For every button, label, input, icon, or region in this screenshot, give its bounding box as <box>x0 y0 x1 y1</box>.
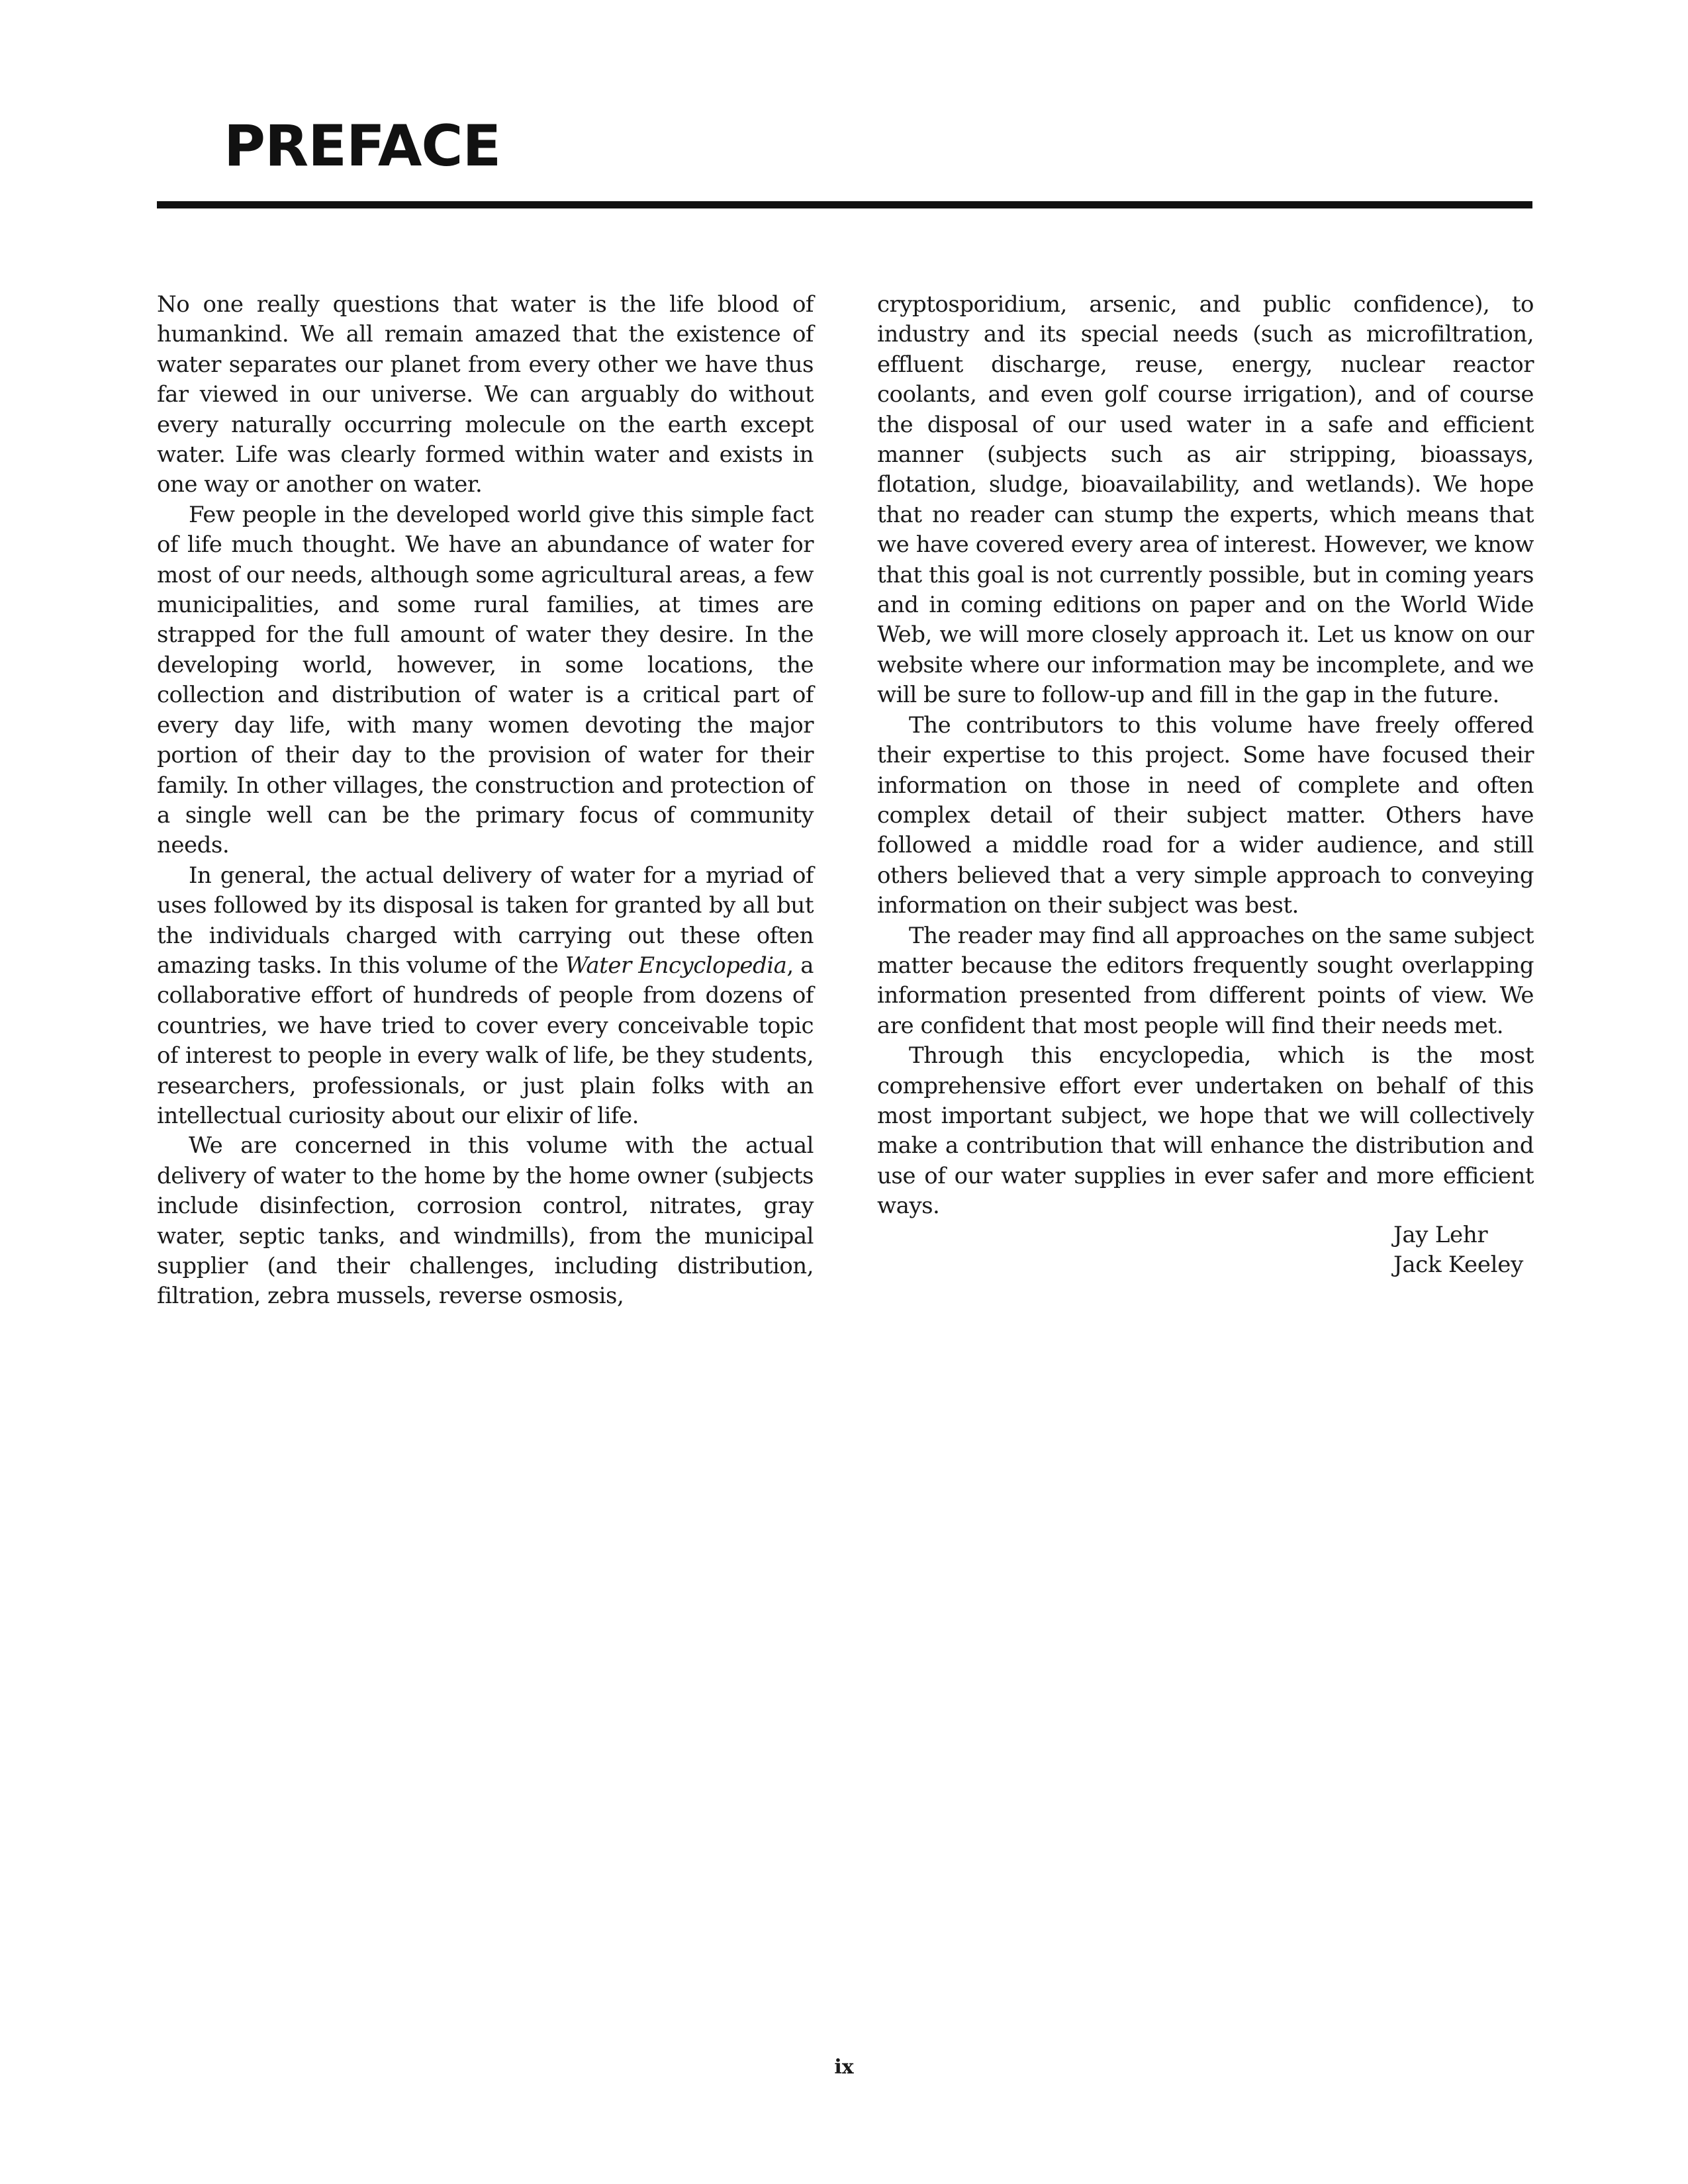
author-name: Jay Lehr <box>1393 1222 1488 1248</box>
paragraph-text: In general, the actual delivery of water for a myriad of uses followed by its disposal is taken for granted by all but the individuals charged with carrying out these often amazing tasks. In this volume of the <box>157 862 814 979</box>
paragraph: Few people in the developed world give this simple fact of life much thought. We have an abundance of water for most of our needs, although some agricultural areas, a few municipalities, and some rural families, at times are strapped for the full amount of water they desire. In the developing world, however, in some locations, the collection and distribution of water is a critical part of every day life, with many women devoting the major portion of their day to the provision of water for their family. In other villages, the construction and protection of a single well can be the primary focus of community needs. <box>157 501 814 859</box>
book-title-emphasis: Water Encyclopedia <box>565 952 787 979</box>
paragraph: cryptosporidium, arsenic, and public confidence), to industry and its special needs (such as microfiltration, effluent discharge, reuse, energy, nuclear reactor coolants, and even golf course irrigation), and of course the disposal of our used water in a safe and efficient manner (subjects such as air stripping, bioassays, flotation, sludge, bioavailability, and wetlands). We hope that no reader can stump the experts, which means that we have covered every area of interest. However, we know that this goal is not currently possible, but in coming years and in coming editions on paper and on the World Wide Web, we will more closely approach it. Let us know on our website where our information may be incomplete, and we will be sure to follow-up and fill in the gap in the future. <box>877 291 1534 709</box>
paragraph: The reader may find all approaches on the same subject matter because the editors frequently sought overlapping information presented from different points of view. We are confident that most people will find their needs met. <box>877 922 1534 1039</box>
paragraph <box>157 861 814 1132</box>
paragraph: The contributors to this volume have freely offered their expertise to this project. Some have focused their information on those in need of complete and often complex detail of their subject matter. Others have followed a middle road for a wider audience, and still others believed that a very simple approach to conveying information on their subject was best. <box>877 711 1534 919</box>
title-rule <box>157 201 1532 208</box>
signature-block <box>1393 1220 1523 1281</box>
page-title: PREFACE <box>224 113 501 179</box>
paragraph: We are concerned in this volume with the actual delivery of water to the home by the home owner (subjects include disinfection, corrosion control, nitrates, gray water, septic tanks, and windmills), from the municipal supplier (and their challenges, including distribution, filtration, zebra mussels, reverse osmosis, <box>157 1132 814 1310</box>
left-column <box>157 290 814 1312</box>
paragraph-text: , a collaborative effort of hundreds of people from dozens of countries, we have tried to cover every conceivable topic of interest to people in every walk of life, be they students, researchers, professionals, or just plain folks with an intellectual curiosity about our elixir of life. <box>157 952 814 1129</box>
paragraph: Through this encyclopedia, which is the most comprehensive effort ever undertaken on behalf of this most important subject, we hope that we will collectively make a contribution that will enhance the distribution and use of our water supplies in ever safer and more efficient ways. <box>877 1042 1534 1220</box>
right-column <box>877 290 1534 1222</box>
author-name: Jack Keeley <box>1393 1251 1523 1279</box>
page-number: ix <box>834 2056 854 2079</box>
paragraph: No one really questions that water is the life blood of humankind. We all remain amazed that the existence of water separates our planet from every other we have thus far viewed in our universe. We can arguably do without every naturally occurring molecule on the earth except water. Life was clearly formed within water and exists in one way or another on water. <box>157 291 814 498</box>
